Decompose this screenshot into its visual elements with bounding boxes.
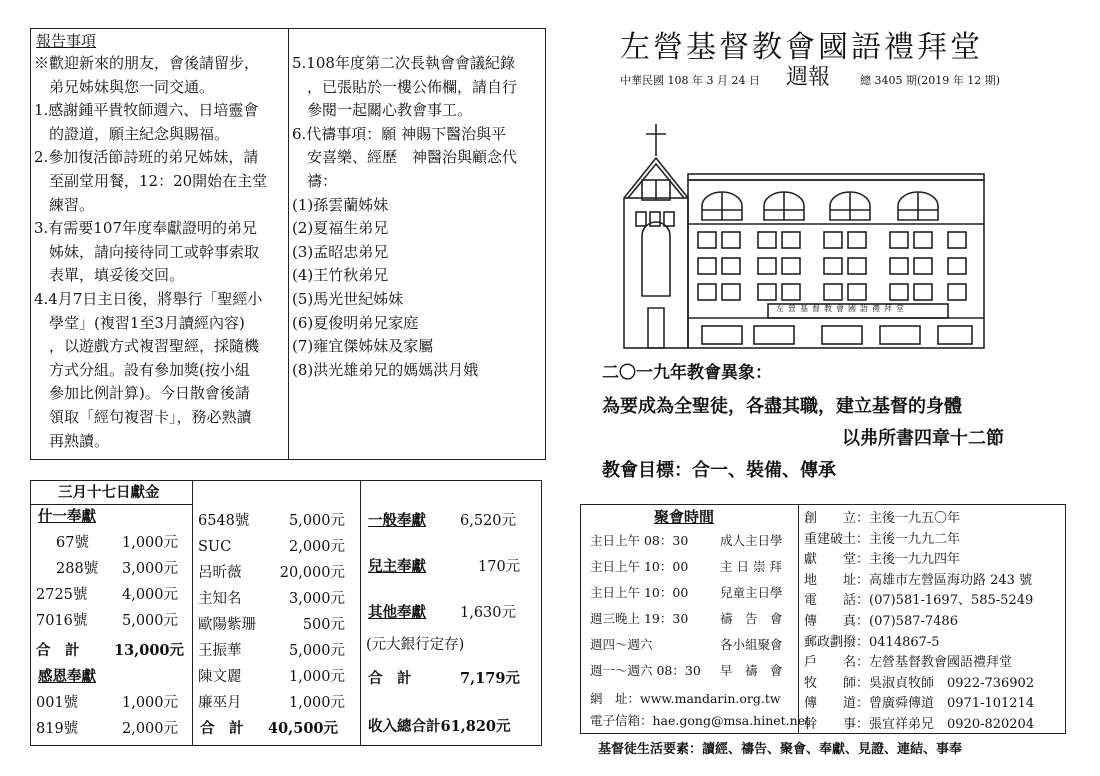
meeting-time: 週三晚上 19：30 [590,611,689,626]
offering-name: 主知名 [198,591,242,607]
offering-name: 67號 [56,535,89,551]
offering-amount: 1,000元 [122,535,179,551]
grand-total: 收入總合計61,820元 [368,718,511,735]
tithe-total-label: 合 計 [36,642,80,659]
church-info-line: 重建破土：主後一九九二年 [804,531,961,547]
announcement-line: 6.代禱事項：願 神賜下醫治與平 [292,124,507,143]
offering-name: 001號 [36,695,79,711]
meeting-name: 禱 告 會 [720,611,783,626]
issue-number: 總 3405 期(2019 年 12 期) [860,74,1001,87]
offering-name: SUC [198,539,232,555]
offering-amount: 20,000元 [279,565,345,581]
other-offering-label: 其他奉獻 [368,604,426,621]
meeting-time: 主日上午 08：30 [590,533,689,548]
vision-statement: 為要成為全聖徒，各盡其職，建立基督的身體 [602,396,962,417]
offering-amount: 1,000元 [288,669,345,685]
announcement-line: ，以遊戲方式複習聖經，採隨機 [34,337,260,356]
announcement-line: 3.有需要107年度奉獻證明的弟兄 [34,219,257,238]
vision-reference: 以弗所書四章十二節 [842,428,1004,449]
general-offering: 6,520元 [460,513,517,529]
church-info-line: 牧 師：吳淑貞牧師 0922-736902 [804,675,1035,691]
meeting-time: 主日上午 10：00 [590,559,689,574]
offering-amount: 1,000元 [122,695,179,711]
announcement-line: 領取「經句複習卡」，務必熟讀 [34,408,252,426]
meeting-name: 兒童主日學 [720,585,783,600]
announcements-heading: 報告事項 [36,32,97,50]
church-info-line: 戶 名：左營基督教會國語禮拜堂 [804,655,1013,671]
offering-amount: 4,000元 [122,587,179,603]
offering-amount: 500元 [302,617,345,633]
other-offering: 1,630元 [460,605,517,621]
announcement-line: 禱： [292,172,338,190]
church-info-line: 地 址：高雄市左營區海功路 243 號 [804,572,1033,588]
church-building-illustration [618,118,990,354]
offering-name: 6548號 [198,513,250,529]
meeting-name: 主 日 崇 拜 [720,559,782,574]
announcement-line: ，已張貼於一樓公佈欄，請自行 [292,77,518,96]
children-offering-label: 兒主奉獻 [368,558,426,575]
church-name: 左營基督教會國語禮拜堂 [620,30,983,65]
offering-amount: 3,000元 [122,561,179,577]
meeting-time: 主日上午 10：00 [590,585,689,600]
fixed-deposit-note: (元大銀行定存) [366,637,465,653]
announcement-line: (1)孫雲蘭姊妹 [292,195,389,214]
email[interactable]: 電子信箱：hae.gong@msa.hinet.net [590,713,811,728]
announcement-line: (8)洪光雄弟兄的媽媽洪月娥 [292,360,479,379]
bulletin-date: 中華民國 108 年 3 月 24 日 [620,74,760,87]
announcement-line: 安喜樂、經歷 神醫治與顧念代 [292,148,518,167]
meetings-divider [798,504,799,734]
tithe-total: 13,000元 [114,642,184,659]
bulletin-label: 週報 [786,65,831,90]
meeting-name: 成人主日學 [720,533,783,548]
general-offering-label: 一般奉獻 [368,512,426,529]
website[interactable]: 網 址：www.mandarin.org.tw [590,691,781,706]
offering-amount: 3,000元 [288,591,345,607]
offerings-heading-rule [30,504,192,505]
col3-total: 7,179元 [460,670,520,687]
announcement-line: 姊妹，請向接待同工或幹事索取 [34,242,260,261]
church-info-line: 獻 堂：主後一九九四年 [804,552,961,568]
offerings-heading: 三月十七日獻金 [58,484,160,501]
offering-name: 歐陽紫珊 [198,617,256,633]
announcement-line: 參加比例計算)。今日散會後請 [34,384,250,403]
announcement-line: 至副堂用餐，12：20開始在主堂 [34,172,268,190]
church-info-line: 傳 道：曾廣舜傳道 0971-101214 [804,696,1035,712]
children-offering: 170元 [478,559,521,575]
offering-name: 王振華 [198,643,242,659]
church-info-line: 創 立：主後一九五〇年 [804,511,961,526]
offering-amount: 5,000元 [122,613,179,629]
tithe-label: 什一奉獻 [38,508,96,525]
announcement-line: (7)雍宜傑姊妹及家屬 [292,337,434,356]
meeting-name: 早 禱 會 [720,663,783,678]
offering-amount: 1,000元 [288,695,345,711]
announcement-line: 2.參加復活節詩班的弟兄姊妹，請 [34,148,259,167]
offerings-divider-1 [192,480,193,746]
offering-name: 廉巫月 [198,695,242,711]
offering-name: 陳文麗 [198,669,242,685]
building-sign-text: 左營基督教會國語禮拜堂 [776,304,908,313]
col2-total: 40,500元 [268,720,338,737]
church-info-line: 電 話：(07)581-1697、585-5249 [804,593,1034,609]
announcement-line: (4)王竹秋弟兄 [292,266,389,285]
announcement-line: (5)馬光世紀姊妹 [292,290,404,308]
announcement-line: 方式分組。設有參加獎(按小組 [34,360,250,379]
announcement-line: 練習。 [34,195,95,214]
offering-name: 呂昕薇 [198,565,242,581]
announcement-line: 表單，填妥後交回。 [34,266,185,285]
announcements-divider [288,28,289,460]
meetings-heading: 聚會時間 [654,508,715,526]
church-info-line: 幹 事：張宜祥弟兄 0920-820204 [804,717,1035,732]
announcement-line: 1.感謝鍾平貴牧師週六、日培靈會 [34,101,259,120]
meeting-time: 週一～週六 08：30 [590,663,701,678]
announcement-line: 4.4月7日主日後，將舉行「聖經小 [34,290,263,308]
announcement-line: 的證道，願主紀念與賜福。 [34,124,230,143]
announcement-line: (6)夏俊明弟兄家庭 [292,313,419,332]
church-goals: 教會目標：合一、裝備、傳承 [602,460,836,481]
offering-amount: 2,000元 [122,721,179,737]
announcement-line: (2)夏福生弟兄 [292,219,389,238]
offering-name: 288號 [56,561,99,577]
offering-name: 7016號 [36,613,88,629]
offerings-divider-2 [360,480,361,746]
offering-name: 2725號 [36,587,88,603]
announcement-line: 參閱一起關心教會事工。 [292,101,473,120]
thanks-label: 感恩奉獻 [38,668,96,685]
offering-name: 819號 [36,721,79,737]
church-info-line: 郵政劃撥：0414867-5 [804,634,940,650]
offering-amount: 5,000元 [288,643,345,659]
meeting-name: 各小組聚會 [720,637,783,652]
announcement-line: 5.108年度第二次長執會會議紀錄 [292,54,515,72]
vision-title: 二〇一九年教會異象： [602,363,772,383]
church-info-line: 傳 真：(07)587-7486 [804,614,958,629]
col3-total-label: 合 計 [368,670,412,687]
announcement-line: ※歡迎新來的朋友，會後請留步， [34,54,260,72]
christian-life-essentials: 基督徒生活要素：讀經、禱告、聚會、奉獻、見證、連結、事奉 [598,742,963,757]
announcement-line: 再熟讀。 [34,431,110,450]
announcement-line: 弟兄姊妹與您一同交通。 [34,77,215,96]
announcement-line: 學堂」(複習1至3月讀經內容) [34,313,245,332]
offering-amount: 5,000元 [288,513,345,529]
col2-total-label: 合 計 [200,720,244,737]
offering-amount: 2,000元 [288,539,345,555]
meeting-time: 週四～週六 [590,637,653,652]
announcement-line: (3)孟昭忠弟兄 [292,242,389,261]
